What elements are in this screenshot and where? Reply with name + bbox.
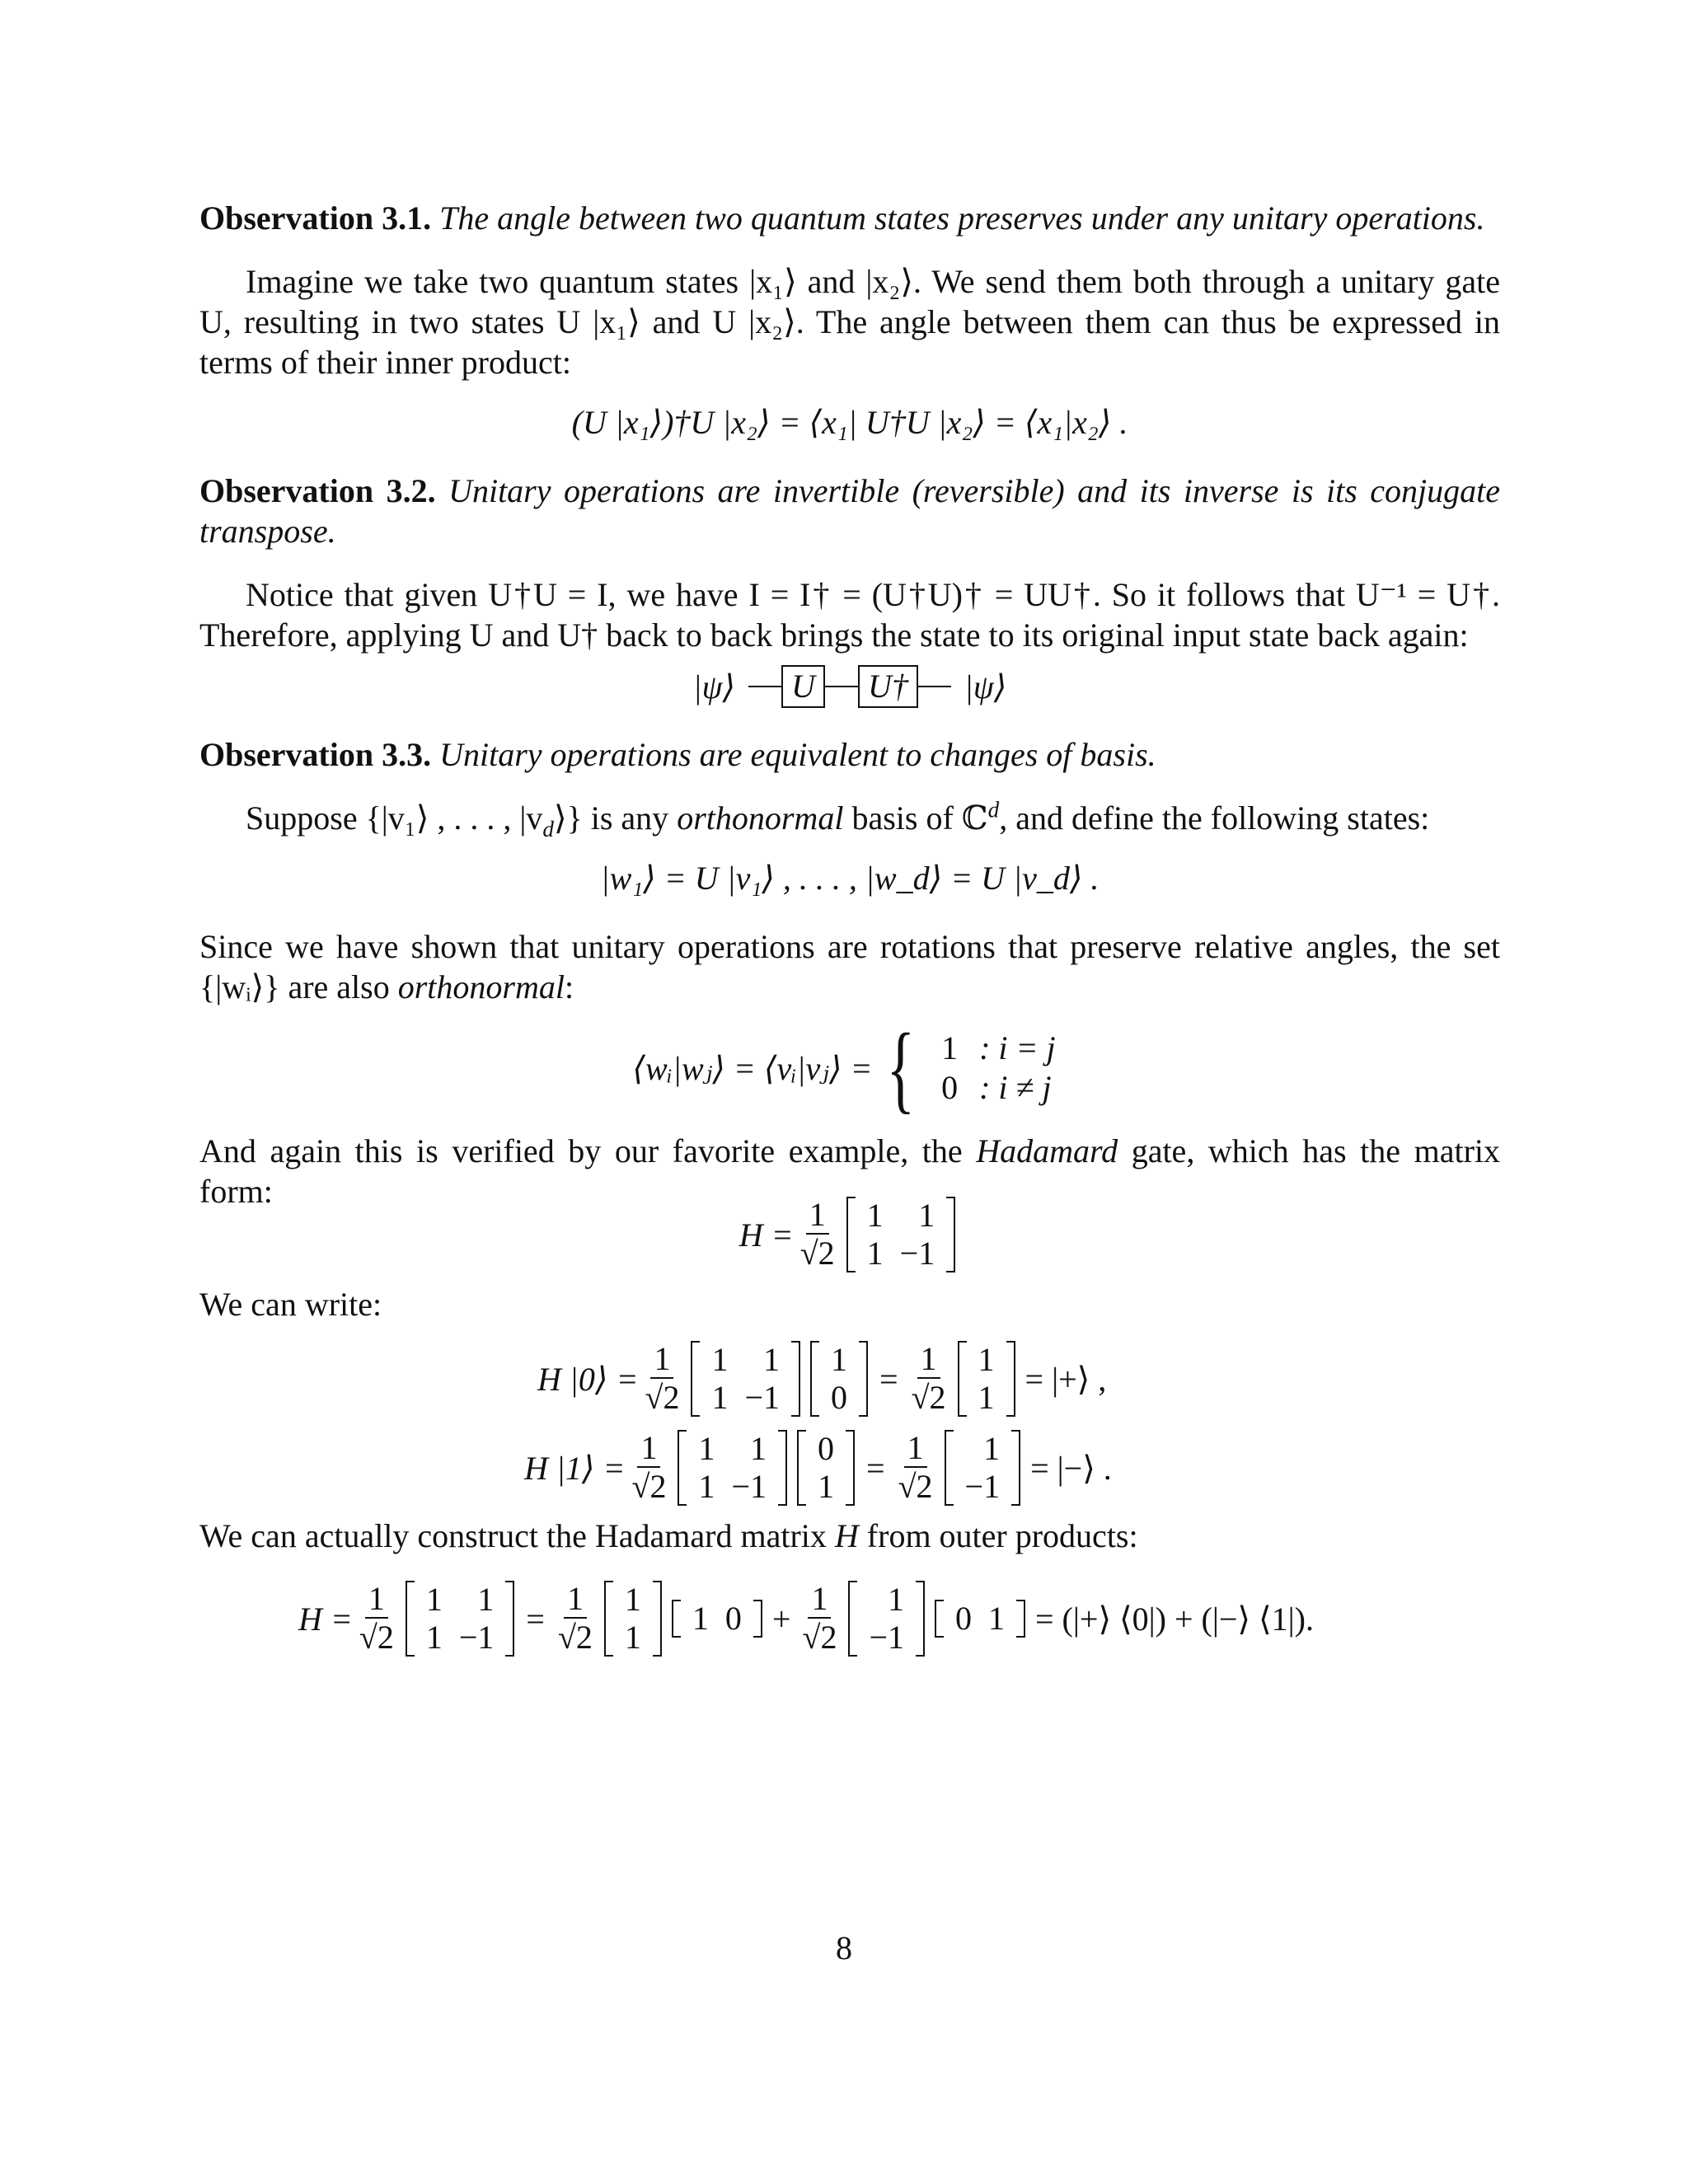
paragraph-outer-products (199, 1516, 1500, 1556)
matrix-cell: 1 (425, 1619, 443, 1656)
vector-cell: 1 (888, 1581, 904, 1618)
observation-statement: Unitary operations are equivalent to changes of basis. (439, 736, 1156, 773)
vector-cell: −1 (869, 1619, 904, 1656)
vector (848, 1581, 925, 1657)
vector-cell: 0 (818, 1430, 834, 1467)
denominator: √2 (911, 1379, 946, 1416)
numerator: 1 (564, 1581, 587, 1619)
fraction (895, 1430, 936, 1506)
matrix (406, 1581, 515, 1657)
vector-cell: 1 (818, 1468, 834, 1505)
equals-sign: = (879, 1360, 898, 1398)
equation-lhs: H |0⟩ = (537, 1360, 639, 1398)
observation-3-3 (199, 734, 1500, 775)
observation-statement: The angle between two quantum states preserves under any unitary operations. (439, 199, 1485, 237)
denominator: √2 (802, 1619, 837, 1656)
paragraph-orthonormal (199, 926, 1500, 1007)
observation-statement: Unitary operations are invertible (reversible) and its inverse is its conjugate transpose. (199, 472, 1500, 550)
case-value: 1 (941, 1029, 959, 1066)
math-symbol: H (834, 1517, 859, 1554)
equation-inner-product: (U |x₁⟩)†U |x₂⟩ = ⟨x₁| U†U |x₂⟩ = ⟨x₁|x₂⟩ . (571, 404, 1128, 441)
text-run: We can actually construct the Hadamard matrix (199, 1517, 835, 1554)
denominator: √2 (359, 1619, 394, 1656)
denominator: √2 (557, 1619, 593, 1656)
equation-h-one (199, 1430, 1500, 1506)
vector (604, 1581, 662, 1657)
equation-orthonormality (199, 1013, 1500, 1122)
denominator: √2 (645, 1379, 680, 1416)
text-run: ⟩} is any (553, 799, 678, 837)
text-run: gate, which has the matrix form: (199, 1132, 1501, 1210)
text-run: : (564, 968, 574, 1005)
circuit-diagram (199, 662, 1500, 711)
numerator: 1 (806, 1197, 829, 1235)
observation-heading: Observation 3.3. (199, 736, 432, 773)
vector-cell: 1 (978, 1341, 995, 1378)
vector (958, 1341, 1015, 1417)
row-vector (672, 1600, 762, 1638)
matrix-cell: 1 (763, 1341, 780, 1378)
vector-cell: 1 (988, 1600, 1005, 1637)
equation-lhs: H |1⟩ = (524, 1449, 626, 1487)
denominator: √2 (898, 1468, 933, 1505)
vector-cell: 0 (724, 1600, 742, 1637)
matrix-cell: 1 (698, 1468, 715, 1505)
equation-w-states: |w₁⟩ = U |v₁⟩ , . . . , |w_d⟩ = U |v_d⟩ . (600, 860, 1100, 897)
vector (945, 1430, 1021, 1506)
observation-3-1 (199, 198, 1500, 238)
cases (872, 1013, 1067, 1122)
equation-rhs: = |+⟩ , (1025, 1360, 1107, 1398)
case-value: 0 (941, 1069, 959, 1106)
numerator: 1 (650, 1341, 673, 1379)
equation-rhs: = |−⟩ . (1030, 1449, 1112, 1487)
numerator: 1 (917, 1341, 940, 1379)
page-content (199, 198, 1500, 1657)
emphasis: Hadamard (976, 1132, 1118, 1169)
observation-3-2 (199, 471, 1500, 551)
emphasis: orthonormal (677, 799, 844, 837)
circuit-wire (918, 686, 951, 687)
equation-lhs: ⟨wᵢ|wⱼ⟩ = ⟨vᵢ|vⱼ⟩ = (632, 1049, 873, 1087)
matrix-cell: 1 (477, 1581, 495, 1618)
text-run: basis of ℂ (843, 799, 988, 837)
fraction (356, 1581, 397, 1657)
circuit-gate-u-dagger: U† (858, 665, 918, 708)
matrix-cell: 1 (711, 1341, 729, 1378)
paragraph-inner-product: Imagine we take two quantum states |x₁⟩ and |x₂⟩. We send them both through a unitary gate U, resulting in two states U |x₁⟩ and U |x₂⟩. The angle between them can thus be expressed in terms of their inner product: (199, 263, 1500, 381)
circuit-gate-u: U (781, 665, 825, 708)
page-number: 8 (836, 1929, 852, 1966)
fraction (641, 1341, 682, 1417)
matrix-cell: 1 (866, 1235, 884, 1272)
emphasis: orthonormal (397, 968, 565, 1005)
equals-sign: = (866, 1449, 885, 1487)
matrix-cell: −1 (731, 1468, 767, 1505)
text-run: from outer products: (858, 1517, 1138, 1554)
paragraph-basis (199, 797, 1500, 841)
matrix (678, 1430, 787, 1506)
text-run: Suppose {|v₁⟩ , . . . , |v (246, 799, 543, 837)
case-condition: : i = j (979, 1029, 1056, 1066)
equation-hadamard-matrix (199, 1197, 1500, 1272)
equation-rhs: = (|+⟩ ⟨0|) + (|−⟩ ⟨1|). (1035, 1600, 1314, 1638)
matrix-cell: 1 (711, 1379, 729, 1416)
case-condition: : i ≠ j (979, 1069, 1052, 1106)
numerator: 1 (637, 1430, 660, 1468)
vector-cell: 1 (624, 1619, 641, 1656)
numerator: 1 (904, 1430, 927, 1468)
circuit-wire (748, 686, 781, 687)
vector-cell: 0 (955, 1600, 972, 1637)
text-run: Since we have shown that unitary operations are rotations that preserve relative angles, the set {|wᵢ⟩} are also (199, 928, 1500, 1005)
fraction (555, 1581, 596, 1657)
denominator: √2 (631, 1468, 667, 1505)
superscript: d (987, 797, 1000, 823)
equals-sign: = (526, 1600, 545, 1638)
fraction (797, 1197, 838, 1272)
text-run: And again this is verified by our favorite example, the (199, 1132, 977, 1169)
observation-heading: Observation 3.1. (199, 199, 432, 237)
vector-cell: 1 (978, 1379, 995, 1416)
vector-cell: 0 (831, 1379, 847, 1416)
vector-cell: 1 (692, 1600, 709, 1637)
fraction (908, 1341, 950, 1417)
fraction (799, 1581, 840, 1657)
vector-cell: 1 (624, 1581, 641, 1618)
equation-h-zero (199, 1341, 1500, 1417)
paragraph-inverse: Notice that given U†U = I, we have I = I† = (U†U)† = UU†. So it follows that U⁻¹ = U†. Therefore, applying U and U† back to back brings the state to its original input state back again: (199, 576, 1500, 654)
matrix-cell: −1 (899, 1235, 935, 1272)
numerator: 1 (808, 1581, 831, 1619)
matrix-cell: 1 (866, 1197, 884, 1234)
text-run: , and define the following states: (999, 799, 1430, 837)
observation-heading: Observation 3.2. (199, 472, 436, 509)
circuit-output-state: |ψ⟩ (964, 668, 1007, 705)
matrix-cell: 1 (698, 1430, 715, 1467)
paragraph-we-can-write: We can write: (199, 1286, 382, 1323)
matrix (846, 1197, 956, 1272)
matrix-cell: −1 (458, 1619, 495, 1656)
matrix (691, 1341, 800, 1417)
denominator: √2 (799, 1235, 835, 1272)
vector (810, 1341, 868, 1417)
vector-cell: 1 (831, 1341, 847, 1378)
matrix-cell: −1 (744, 1379, 780, 1416)
vector-cell: −1 (964, 1468, 1001, 1505)
numerator: 1 (365, 1581, 388, 1619)
circuit-wire (825, 686, 858, 687)
equation-lhs: H = (298, 1600, 353, 1638)
vector-cell: 1 (983, 1430, 1001, 1467)
equation-lhs: H = (738, 1216, 794, 1254)
vector (797, 1430, 855, 1506)
fraction (628, 1430, 669, 1506)
brace: { (886, 1013, 916, 1122)
plus-sign: + (771, 1600, 791, 1638)
circuit-input-state: |ψ⟩ (692, 668, 736, 705)
matrix-cell: 1 (425, 1581, 443, 1618)
matrix-cell: 1 (750, 1430, 767, 1467)
row-vector (935, 1600, 1025, 1638)
matrix-cell: 1 (918, 1197, 935, 1234)
equation-outer-products (199, 1581, 1500, 1657)
subscript: d (542, 817, 554, 841)
